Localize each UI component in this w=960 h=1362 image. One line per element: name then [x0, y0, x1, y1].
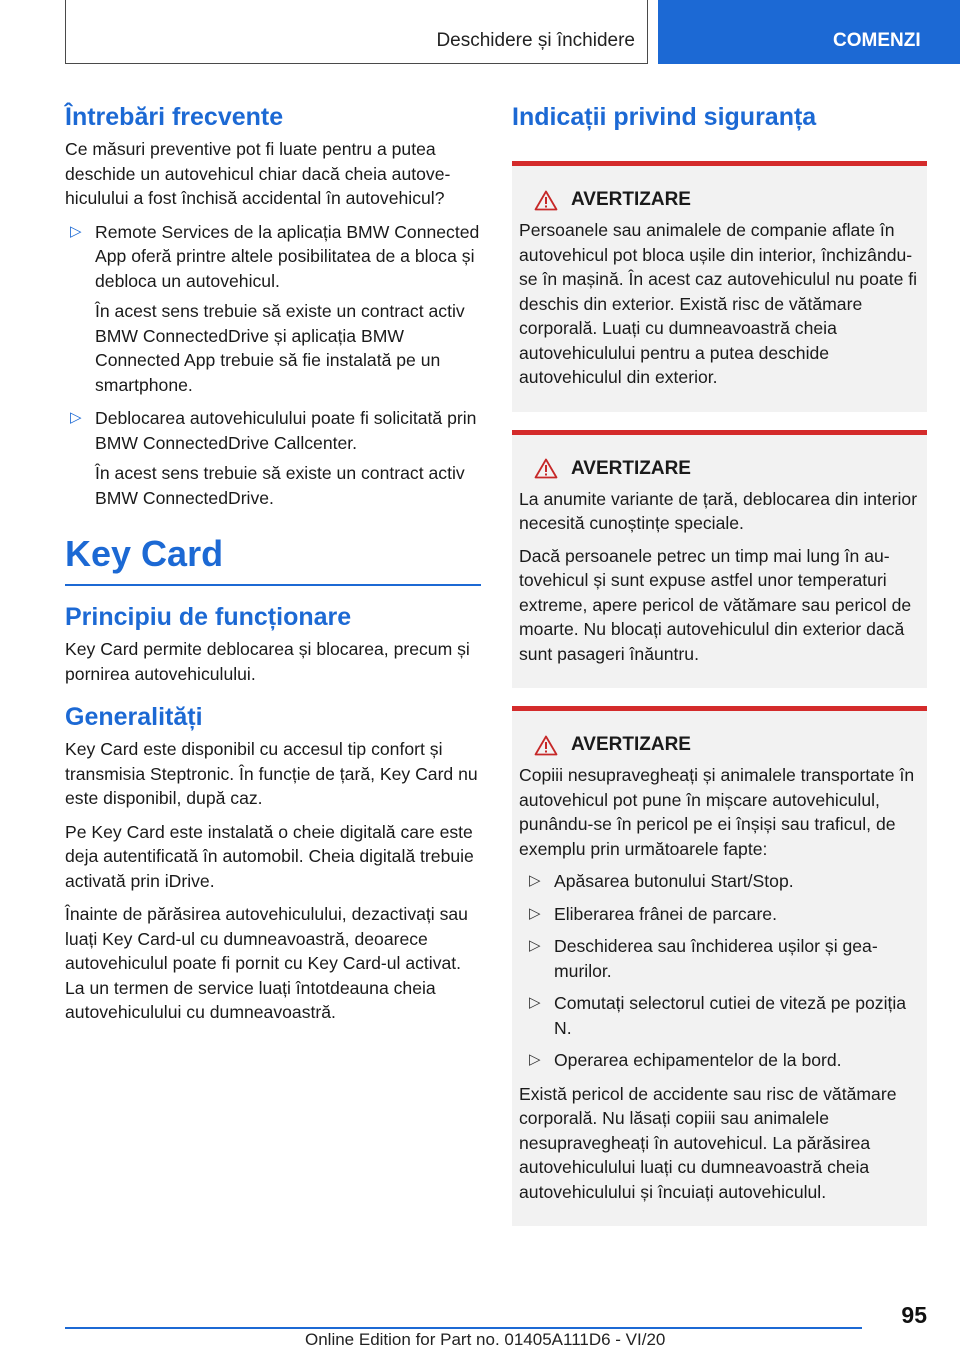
- right-column: [512, 100, 927, 1244]
- warning-box: [512, 430, 927, 689]
- safety-title: Indicații privind siguranța: [512, 103, 817, 131]
- triangle-bullet-icon: ▷: [70, 222, 82, 240]
- general-paragraph: Pe Key Card este instalată o cheie digitală care este deja autentificată în automobil. Cheia digitală trebuie activată prin iDrive.: [65, 821, 474, 891]
- list-item: [519, 991, 920, 1040]
- warning-list-text: Deschiderea sau închiderea ușilor și geamurilor.: [554, 936, 878, 981]
- header-section-title: Deschidere și închidere: [436, 30, 635, 51]
- key-card-title: Key Card: [65, 532, 481, 586]
- list-item: [519, 934, 920, 983]
- general-title: Generalități: [65, 703, 203, 731]
- faq-title: Întrebări frecvente: [65, 103, 284, 131]
- warning-box: [512, 706, 927, 1226]
- warning-list: [519, 869, 920, 1073]
- warning-label: AVERTIZARE: [571, 189, 691, 210]
- warning-heading: [519, 733, 920, 757]
- warning-label: AVERTIZARE: [571, 457, 691, 479]
- warning-text: Persoanele sau animalele de companie aflate în autovehicul pot bloca ușile din interior, închizându-se în mașină. În acest caz autovehiculul nu poate fi deschis din exterior. Există risc de vătămare corporală. Luați cu dumneavoastră cheia autovehiculului pentru a putea deschide autovehiculul din exterior.: [519, 220, 918, 387]
- page-number: 95: [901, 1302, 927, 1328]
- triangle-bullet-icon: ▷: [529, 937, 541, 954]
- list-item: [519, 869, 920, 894]
- faq-question: Ce măsuri preventive pot fi luate pentru a putea deschide un autovehicul chiar dacă cheia autovehiculului a fost închisă accidental în autovehicul?: [65, 139, 451, 208]
- faq-list: [65, 220, 481, 511]
- warning-list-text: Comutați selectorul cutiei de viteză pe poziția N.: [554, 993, 907, 1038]
- warning-text: Dacă persoanele petrec un timp mai lung în autovehicul și sunt expuse astfel unor temperaturi extreme, apere pericol de vătămare sau pericol de moarte. Nu blocați autovehiculul din exterior dacă sunt pasageri înăuntru.: [519, 545, 912, 664]
- warning-text: La anumite variante de țară, deblocarea din interior necesită cunoștințe speciale.: [519, 488, 918, 533]
- triangle-bullet-icon: ▷: [70, 409, 82, 426]
- warning-heading: [519, 188, 920, 212]
- footer-divider: [65, 1327, 862, 1329]
- general-paragraph: Key Card este disponibil cu accesul tip confort și transmisia Steptronic. În funcție de țară, Key Card nu este disponibil, după caz.: [65, 739, 478, 808]
- triangle-bullet-icon: ▷: [529, 904, 541, 922]
- list-item: [65, 220, 481, 398]
- faq-item-note: În acest sens trebuie să existe un contract activ BMW ConnectedDrive și aplicația BMW Connected App trebuie să fie instalată pe un smartphone.: [95, 301, 465, 395]
- list-item: [65, 406, 481, 510]
- warning-list-text: Apăsarea butonului Start/Stop.: [554, 871, 794, 891]
- warning-triangle-icon: [534, 190, 558, 211]
- principle-text: Key Card permite deblocarea și blocarea, precum și pornirea autovehiculului.: [65, 639, 470, 684]
- warning-heading: [519, 457, 920, 481]
- left-column: [65, 100, 481, 1034]
- warning-triangle-icon: [534, 458, 558, 479]
- triangle-bullet-icon: ▷: [529, 1051, 541, 1068]
- triangle-bullet-icon: ▷: [529, 872, 541, 889]
- header-section-box: [65, 0, 648, 64]
- general-paragraph: Înainte de părăsirea autovehiculului, dezactivați sau luați Key Card-ul cu dumneavoastră, deoarece autovehiculul poate fi pornit cu Key Card-ul activat. La un termen de service luați întotdeauna cheia autovehiculului cu dumneavoastră.: [65, 904, 468, 1022]
- header-chapter-tab[interactable]: [658, 0, 960, 64]
- header-chapter-label: COMENZI: [833, 30, 921, 51]
- principle-title: Principiu de funcționare: [65, 603, 352, 631]
- list-item: [519, 1048, 920, 1073]
- triangle-bullet-icon: ▷: [529, 994, 541, 1011]
- warning-list-text: Operarea echipamentelor de la bord.: [554, 1050, 842, 1070]
- faq-item-note: În acest sens trebuie să existe un contract activ BMW ConnectedDrive.: [95, 463, 465, 508]
- faq-item-text: Remote Services de la aplicația BMW Connected App oferă printre altele posibilitatea de a bloca și debloca un autovehicul.: [95, 221, 480, 291]
- warning-list-text: Eliberarea frânei de parcare.: [554, 903, 777, 924]
- list-item: [519, 902, 920, 927]
- warning-triangle-icon: [534, 735, 558, 756]
- warning-box: [512, 161, 927, 412]
- footer-edition: Online Edition for Part no. 01405A111D6 - VI/20: [305, 1330, 666, 1349]
- faq-item-text: Deblocarea autovehiculului poate fi solicitată prin BMW ConnectedDrive Callcenter.: [95, 408, 477, 453]
- warning-label: AVERTIZARE: [571, 734, 691, 755]
- warning-text: Există pericol de accidente sau risc de vătămare corporală. Nu lăsați copiii sau animalele nesupravegheați în autovehicul. La părăsirea autovehiculului luați cu dumneavoastră cheia autovehiculului și încuiați autovehiculul.: [519, 1083, 897, 1202]
- warning-text: Copiii nesupravegheați și animalele transportate în autovehicul pot pune în mișcare autovehiculul, punându-se în pericol pe ei înșiși sau traficul, de exemplu prin următoarele fapte:: [519, 765, 915, 859]
